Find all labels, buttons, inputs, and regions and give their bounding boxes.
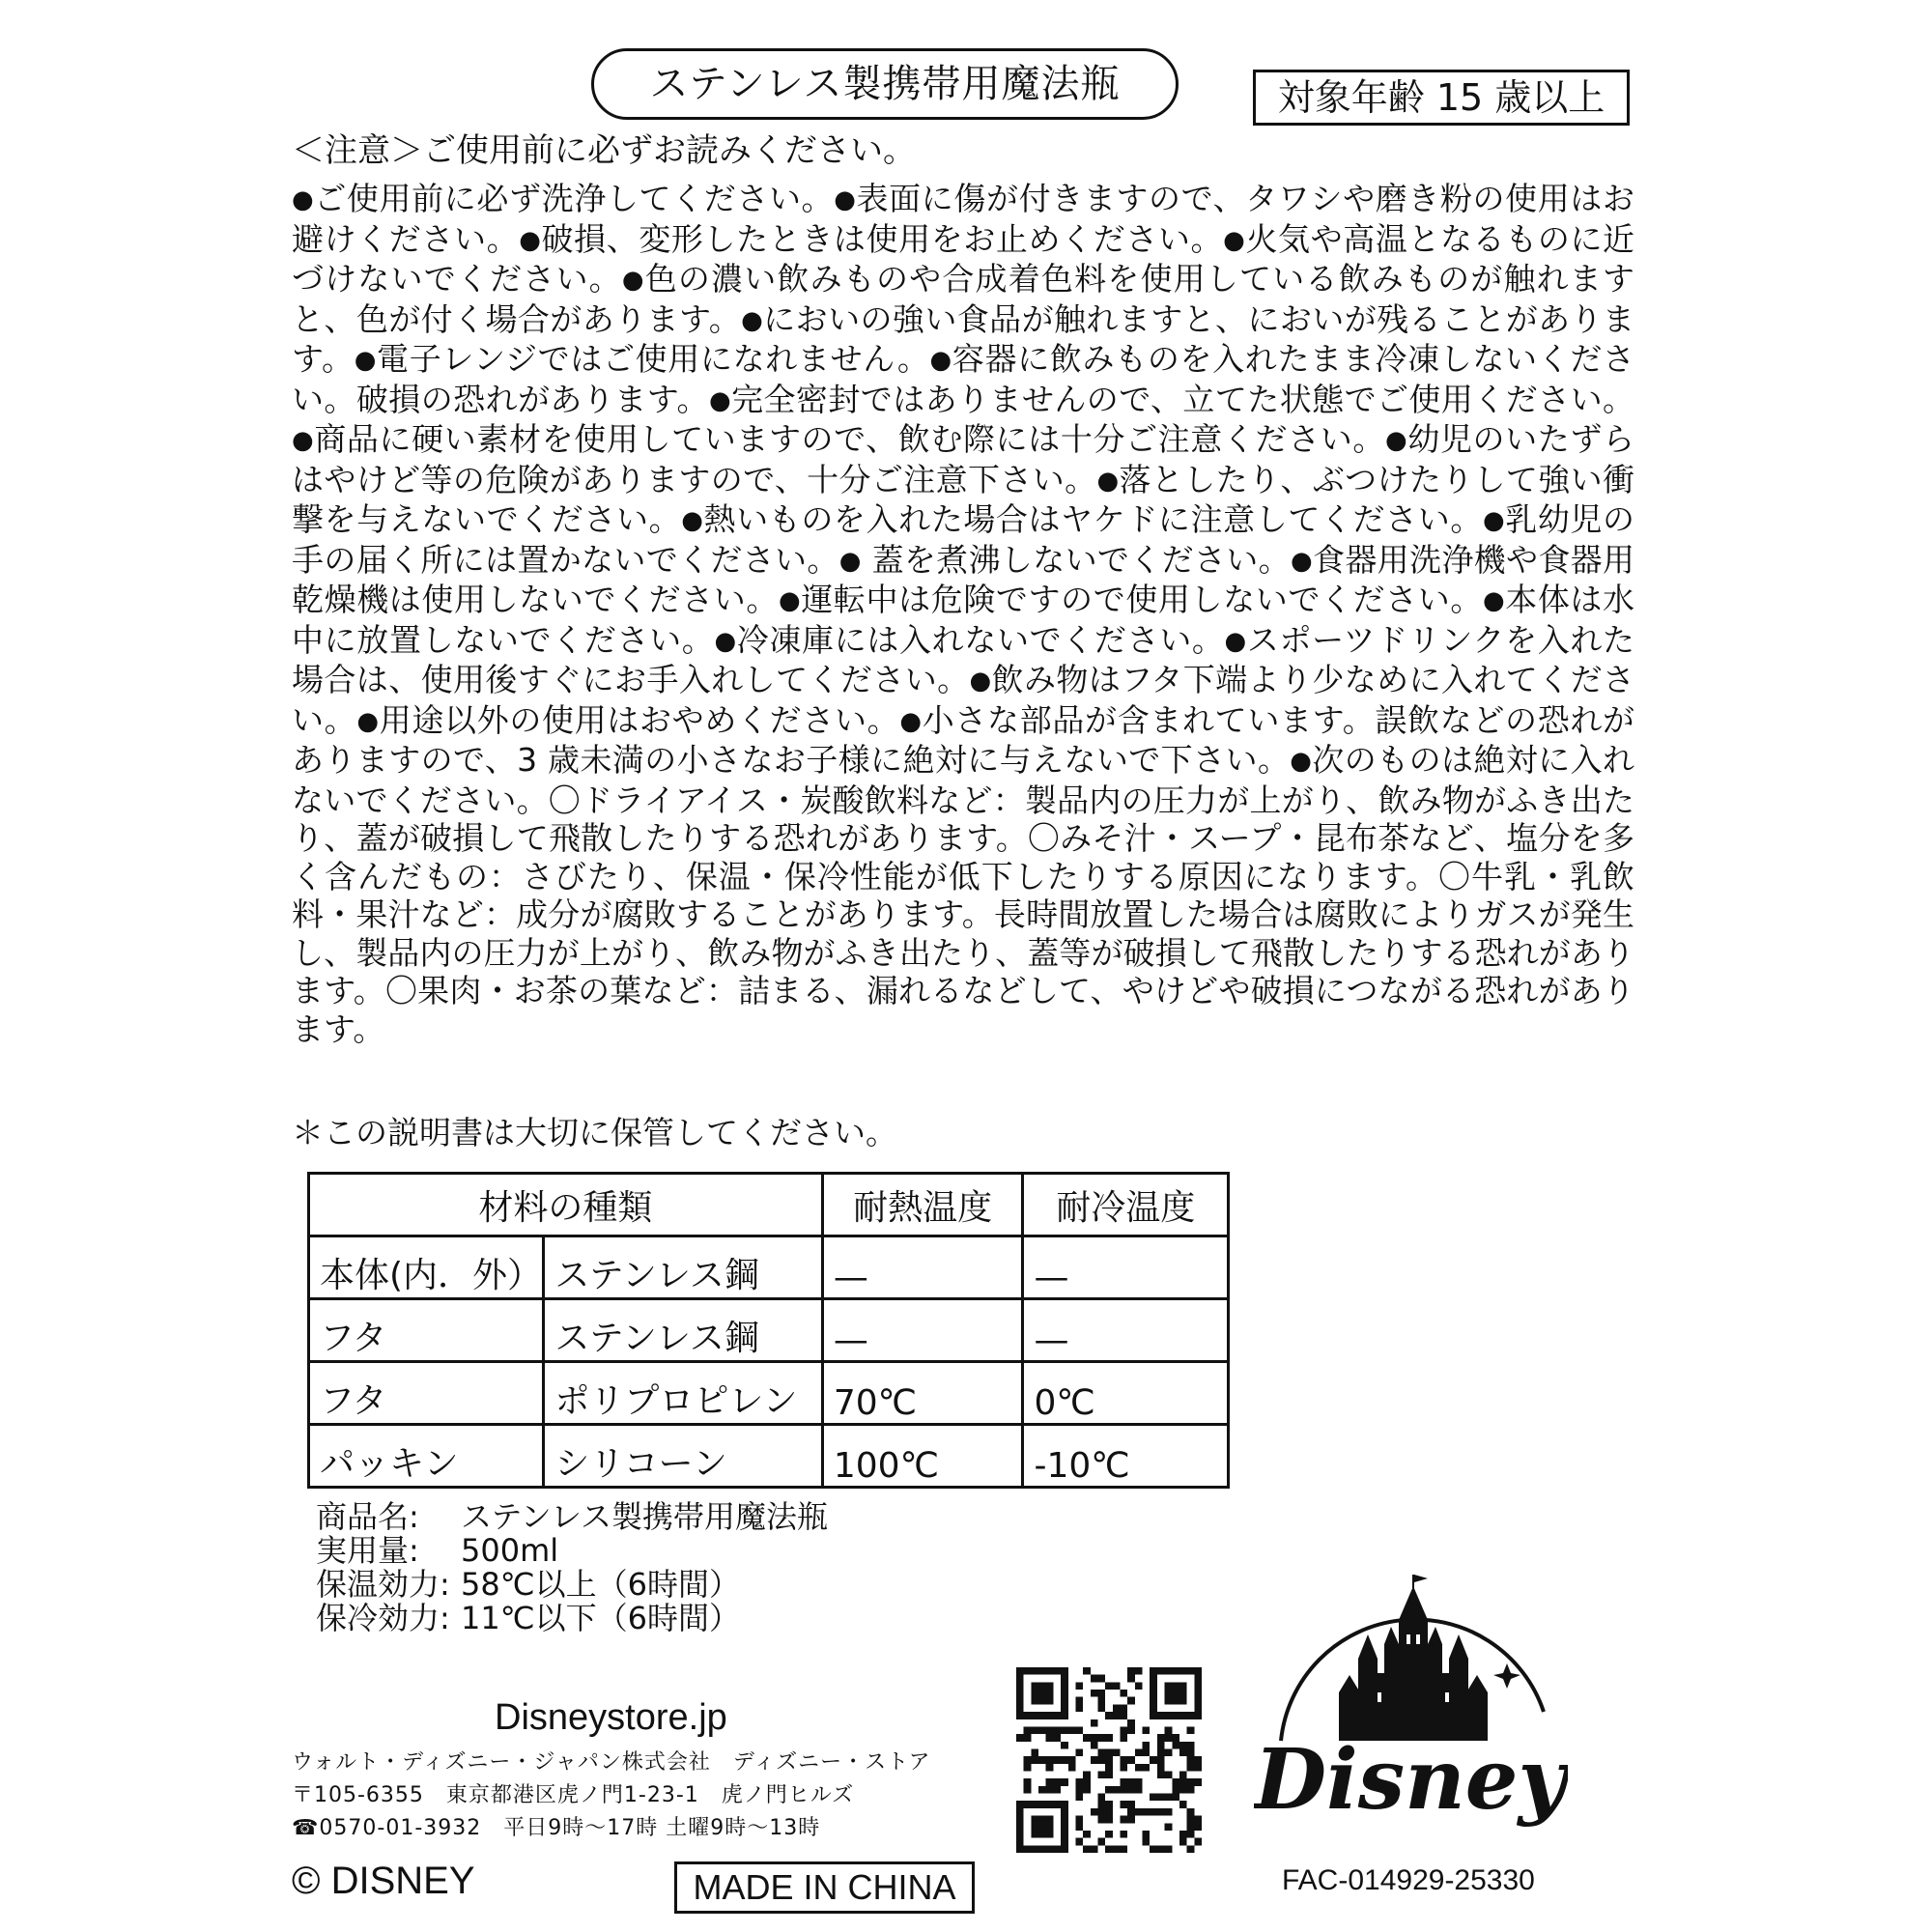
capacity-row [316, 1534, 828, 1568]
table-row [309, 1425, 1229, 1488]
caution-item: 冷凍庫には入れないでください。 [736, 620, 1225, 659]
bullet-icon: ● [681, 506, 704, 535]
bullet-icon: ● [1223, 225, 1246, 255]
bullet-icon: ● [1290, 546, 1313, 576]
table-row [309, 1362, 1229, 1425]
capacity-label: 実用量: [316, 1532, 419, 1569]
product-info [316, 1500, 828, 1635]
bullet-icon: ● [834, 185, 857, 214]
caution-item: 飲み物はフタ下端より少なめに入れてください。 [292, 661, 1634, 739]
product-title: ステンレス製携帯用魔法瓶 [591, 48, 1179, 120]
table-header-row [309, 1174, 1229, 1236]
caution-item: 次のものは絶対に入れないでください。〇ドライアイス・炭酸飲料など：製品内の圧力が上がり、飲み物がふき出たり、蓋が破損して飛散したりする恐れがあります。〇みそ汁・スープ・昆布茶など、塩分を多く含んだもの：さびたり、保温・保冷性能が低下したりする原因になります。〇牛乳・乳飲料・果汁など：成分が腐敗することがあります。長時間放置した場合は腐敗によりガスが発生し、製品内の圧力が上がり、飲み物がふき出たり、蓋等が破損して飛散したりする恐れがあります。〇果肉・お茶の葉など：詰まる、漏れるなどして、やけどや破損につながる恐れがあります。 [292, 741, 1635, 1048]
header-material: 材料の種類 [309, 1174, 823, 1236]
bullet-icon: ● [741, 305, 764, 335]
bullet-icon: ● [356, 706, 380, 736]
caution-item: においの強い食品が触れますと、においが残ることがあります。 [292, 299, 1635, 378]
warm-row [316, 1568, 828, 1602]
caution-item: 落としたり、ぶつけたりして強い衝撃を与えないでください。 [292, 460, 1635, 538]
product-name-row [316, 1500, 828, 1534]
cold-value: 11℃以下（6時間） [461, 1600, 741, 1636]
bullet-icon: ● [1385, 426, 1408, 455]
material-cell: ステンレス鋼 [544, 1236, 823, 1299]
heat-cell: 100℃ [822, 1425, 1023, 1488]
product-name-value: ステンレス製携帯用魔法瓶 [461, 1498, 829, 1535]
heat-cell: — [822, 1236, 1023, 1299]
cold-cell: -10℃ [1023, 1425, 1229, 1488]
bullet-icon: ● [292, 185, 315, 214]
keep-note: ＊この説明書は大切に保管してください。 [292, 1114, 897, 1151]
product-name-label: 商品名: [316, 1498, 419, 1535]
caution-item: ご使用前に必ず洗浄してください。 [314, 180, 835, 217]
caution-item: 火気や高温となるものに近づけないでください。 [292, 219, 1635, 298]
caution-item: 食器用洗浄機や食器用乾燥機は使用しないでください。 [292, 540, 1635, 618]
company-info [292, 1747, 931, 1845]
header-heat: 耐熱温度 [822, 1174, 1023, 1236]
bullet-icon: ● [899, 706, 923, 736]
cold-cell: 0℃ [1023, 1362, 1229, 1425]
table-row [309, 1299, 1229, 1362]
material-cell: ステンレス鋼 [544, 1299, 823, 1362]
notice-heading: ＜注意＞ご使用前に必ずお読みください。 [292, 131, 916, 170]
made-in-label: MADE IN CHINA [674, 1861, 975, 1914]
caution-list [292, 180, 1634, 1048]
heat-cell: 70℃ [822, 1362, 1023, 1425]
caution-item: 容器に飲みものを入れたまま冷凍しないください。破損の恐れがあります。 [292, 340, 1634, 418]
age-rating: 対象年齢 15 歳以上 [1253, 70, 1630, 126]
material-cell: ポリプロピレン [544, 1362, 823, 1425]
bullet-icon: ● [779, 586, 802, 615]
capacity-value: 500ml [461, 1532, 559, 1569]
company-address: 〒105-6355 東京都港区虎ノ門1-23-1 虎ノ門ヒルズ [292, 1783, 855, 1807]
caution-item: 乳幼児の手の届く所には置かないでください。 [292, 500, 1635, 579]
bullet-icon: ● [929, 346, 952, 375]
caution-item: 電子レンジではご使用になれません。 [377, 340, 930, 378]
warm-value: 58℃以上（6時間） [461, 1566, 741, 1603]
part-cell: フタ [309, 1362, 544, 1425]
cold-label: 保冷効力: [316, 1600, 450, 1636]
qr-code-icon[interactable] [1016, 1667, 1202, 1853]
disney-logo-text: Disney [1254, 1731, 1567, 1829]
caution-item: 小さな部品が含まれています。誤飲などの恐れがありますので、3 歳未満の小さなお子様に絶対に与えないで下さい。 [292, 700, 1635, 779]
caution-item: 商品に硬い素材を使用していますので、飲む際には十分ご注意ください。 [314, 420, 1386, 458]
company-phone: ☎0570-01-3932 平日9時～17時 土曜9時～13時 [292, 1816, 821, 1840]
caution-item: 蓋を煮沸しないでください。 [861, 540, 1291, 579]
bullet-icon: ● [621, 266, 645, 295]
bullet-icon: ● [714, 626, 737, 656]
bullet-icon: ● [354, 346, 378, 375]
copyright: © DISNEY [292, 1860, 475, 1902]
bullet-icon: ● [1224, 626, 1247, 656]
caution-item: 本体は水中に放置しないでください。 [292, 581, 1635, 659]
caution-item: 表面に傷が付きますので、タワシや磨き粉の使用はお避けください。 [292, 180, 1635, 258]
bullet-icon: ● [1482, 586, 1506, 615]
bullet-icon: ● [519, 225, 542, 255]
bullet-icon: ● [1482, 506, 1506, 535]
material-cell: シリコーン [544, 1425, 823, 1488]
caution-item: 運転中は危険ですので使用しないでください。 [801, 581, 1483, 618]
store-url[interactable]: Disneystore.jp [495, 1697, 727, 1738]
company-name: ウォルト・ディズニー・ジャパン株式会社 ディズニー・ストア [292, 1750, 931, 1775]
cold-row [316, 1602, 828, 1635]
part-cell: フタ [309, 1299, 544, 1362]
caution-item: 幼児のいたずらはやけど等の危険がありますので、十分ご注意下さい。 [292, 420, 1635, 498]
caution-item: 色の濃い飲みものや合成着色料を使用している飲みものが触れますと、色が付く場合があります。 [292, 260, 1635, 338]
bullet-icon: ● [708, 385, 732, 415]
header-cold: 耐冷温度 [1023, 1174, 1229, 1236]
cold-cell: — [1023, 1236, 1229, 1299]
materials-table [307, 1172, 1230, 1489]
product-code: FAC-014929-25330 [1282, 1864, 1535, 1896]
caution-item: 用途以外の使用はおやめください。 [379, 700, 900, 739]
caution-item: 破損、変形したときは使用をお止めください。 [541, 219, 1224, 258]
disney-logo-icon [1254, 1567, 1568, 1842]
bullet-icon: ● [1096, 466, 1120, 496]
part-cell: 本体(内．外） [309, 1236, 544, 1299]
part-cell: パッキン [309, 1425, 544, 1488]
warm-label: 保温効力: [316, 1566, 450, 1603]
heat-cell: — [822, 1299, 1023, 1362]
bullet-icon: ● [292, 426, 315, 455]
cold-cell: — [1023, 1299, 1229, 1362]
caution-item: 熱いものを入れた場合はヤケドに注意してください。 [703, 500, 1483, 538]
caution-item: 完全密封ではありませんので、立てた状態でご使用ください。 [731, 380, 1635, 418]
bullet-icon: ● [969, 667, 992, 696]
caution-item: スポーツドリンクを入れた場合は、使用後すぐにお手入れしてください。 [292, 620, 1635, 698]
table-row [309, 1236, 1229, 1299]
bullet-icon: ● [838, 546, 862, 576]
bullet-icon: ● [1290, 747, 1313, 776]
